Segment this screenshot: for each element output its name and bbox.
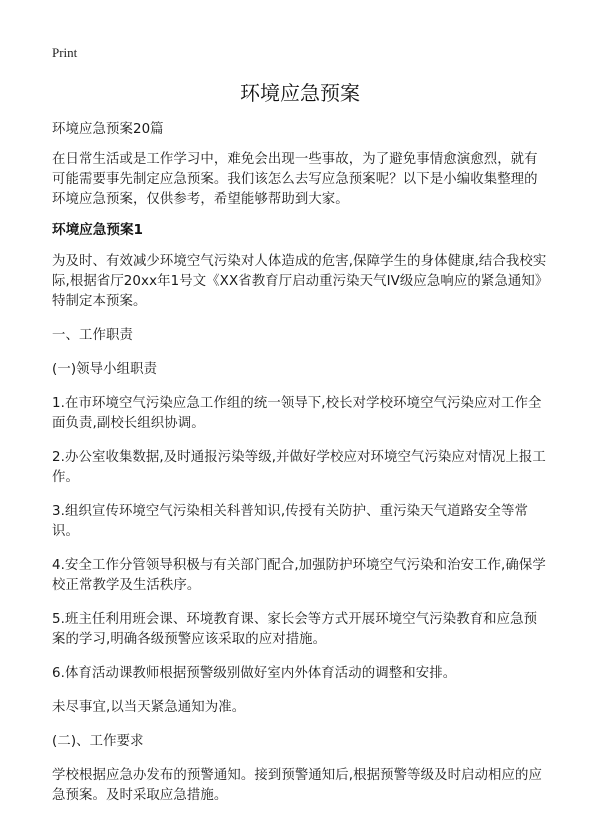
intro-paragraph: 在日常生活或是工作学习中，难免会出现一些事故，为了避免事情愈演愈烈，就有可能需要事先制定应急预案。我们该怎么去写应急预案呢？以下是小编收集整理的环境应急预案，仅供参考，希望能够帮助到大家。 xyxy=(52,152,538,207)
list-item: 4.安全工作分管领导积极与有关部门配合,加强防护环境空气污染和治安工作,确保学校正常教学及生活秩序。 xyxy=(52,558,546,593)
requirements-paragraph: 学校根据应急办发布的预警通知。接到预警通知后,根据预警等级及时启动相应的应急预案。及时采取应急措施。 xyxy=(52,768,543,803)
subheading-leadership-duties: (一)领导小组职责 xyxy=(52,362,158,377)
section-heading: 环境应急预案1 xyxy=(52,222,144,238)
list-item: 3.组织宣传环境空气污染相关科普知识,传授有关防护、重污染天气道路安全等常识。 xyxy=(52,504,529,539)
list-item: 2.办公室收集数据,及时通报污染等级,并做好学校应对环境空气污染应对情况上报工作。 xyxy=(52,450,546,485)
section-paragraph: 为及时、有效减少环境空气污染对人体造成的危害,保障学生的身体健康,结合我校实际,根据省厅20xx年1号文《XX省教育厅启动重污染天气IV级应急响应的紧急通知》特制定本预案。 xyxy=(52,254,547,309)
list-item: 5.班主任利用班会课、环境教育课、家长会等方式开展环境空气污染教育和应急预案的学习,明确各级预警应该采取的应对措施。 xyxy=(52,612,538,647)
list-item: 1.在市环境空气污染应急工作组的统一领导下,校长对学校环境空气污染应对工作全面负责,副校长组织协调。 xyxy=(52,396,542,431)
closing-note: 未尽事宜,以当天紧急通知为准。 xyxy=(52,700,246,715)
document-title: 环境应急预案 xyxy=(240,81,360,105)
document-subtitle: 环境应急预案20篇 xyxy=(52,122,164,137)
list-item: 6.体育活动课教师根据预警级别做好室内外体育活动的调整和安排。 xyxy=(52,666,457,681)
subheading-work-duties: 一、工作职责 xyxy=(52,328,133,343)
subheading-work-requirements: (二)、工作要求 xyxy=(52,734,144,749)
print-label: Print xyxy=(52,45,78,60)
